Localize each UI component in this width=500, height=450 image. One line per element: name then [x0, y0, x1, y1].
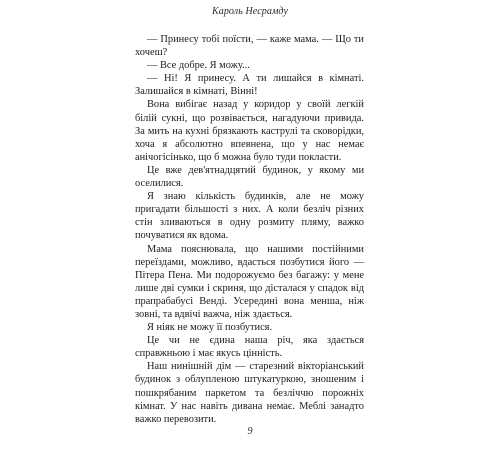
running-header: Кароль Несрамду: [211, 6, 289, 17]
paragraph: Наш нинішній дім — старезний вікторіанський будинок з облупленою штукатуркою, зношеним і пошкрябаним паркетом та безліччю порожніх кімнат. У нас навіть дивана немає. Меблі занадто важко перевозити.: [135, 361, 364, 425]
paragraph: Це чи не єдина наша річ, яка здається справжньою і має якусь цінність.: [135, 335, 364, 360]
paragraph: — Ні! Я принесу. А ти лишайся в кімнаті. Залишайся в кімнаті, Вінні!: [135, 73, 364, 98]
paragraph: Я ніяк не можу її позбутися.: [147, 322, 273, 334]
paragraph: Це вже дев'ятнадцятий будинок, у якому ми оселилися.: [135, 164, 364, 190]
paragraph: — Принесу тобі поїсти, — каже мама. — Що ти хочеш?: [135, 34, 364, 59]
paragraph: Вона вибігає назад у коридор у своїй легкій білій сукні, що розвівається, нагадуючи привида. За мить на кухні брязкають каструлі та сковорідки, хоча я абсолютно впевнена, що у нас немає анічогісінько, що б можна було туди покласти.: [135, 99, 364, 163]
paragraph: Я знаю кількість будинків, але не можу пригадати більшості з них. А коли безліч різних стін зливаються в одну розмиту пляму, важко почуватися як вдома.: [135, 191, 364, 242]
paragraph: — Все добре. Я можу...: [147, 60, 250, 72]
page-number: 9: [247, 426, 253, 437]
body-text: [135, 33, 364, 426]
paragraph: Мама пояснювала, що нашими постійними переїздами, можливо, вдасться позбутися його — Пітера Пена. Ми подорожуємо без багажу: у мене лише дві сумки і скриня, що дісталася у спадок від прапрабабусі Венді. Усередині вона менша, ніж зовні, та вдвічі важча, ніж здається.: [135, 243, 364, 320]
